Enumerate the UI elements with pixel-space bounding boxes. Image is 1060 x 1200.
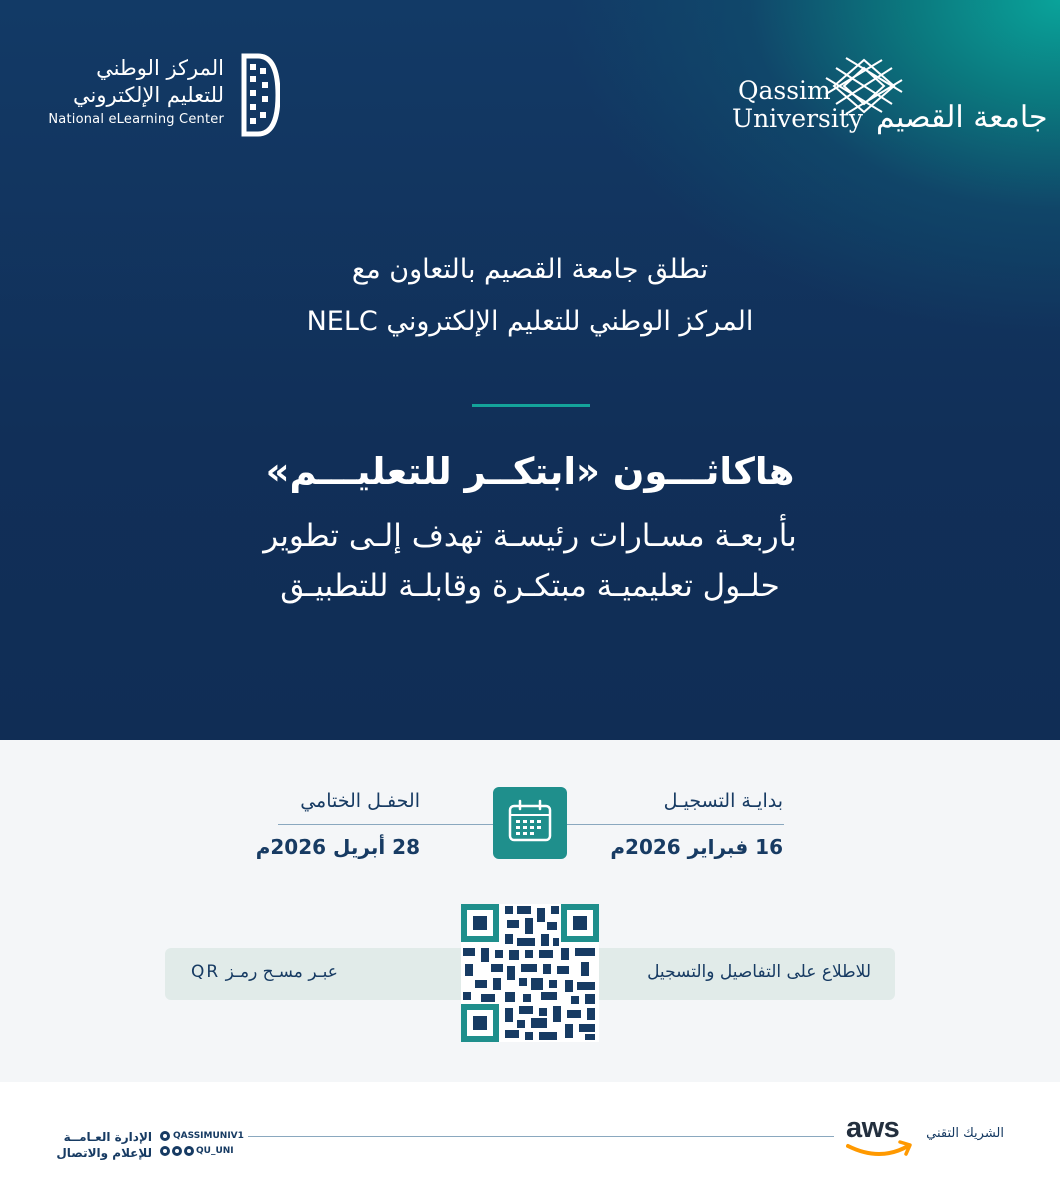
footer-divider-line xyxy=(248,1136,834,1137)
snapchat-icon xyxy=(160,1146,170,1156)
hackathon-subtitle-line1: بأربعـة مسـارات رئيسـة تهدف إلـى تطوير xyxy=(263,518,797,554)
qassim-name-english-line2: University xyxy=(732,104,864,133)
aws-wordmark: aws xyxy=(846,1112,900,1144)
intro-line2: المركز الوطني للتعليم الإلكتروني NELC xyxy=(306,306,754,337)
social-handle-others[interactable] xyxy=(160,1146,234,1156)
registration-date: 16 فبراير 2026م xyxy=(610,835,783,859)
title-divider xyxy=(472,404,590,407)
scan-qr-text: عبـر مسـح رمـز QR xyxy=(191,962,338,982)
calendar-icon xyxy=(493,787,567,859)
social-handle-x-text: QASSIMUNIV1 xyxy=(173,1131,244,1141)
aws-smile-icon xyxy=(846,1112,916,1158)
technical-partner-label: الشريك التقني xyxy=(926,1126,1004,1141)
hackathon-title: هاكاثـــون «ابتكــر للتعليـــم» xyxy=(265,450,795,493)
details-registration-text: للاطلاع على التفاصيل والتسجيل xyxy=(647,962,871,982)
x-icon xyxy=(160,1131,170,1141)
instagram-icon xyxy=(172,1146,182,1156)
social-handle-x[interactable] xyxy=(160,1131,244,1141)
nelc-emblem-icon xyxy=(236,52,280,138)
nelc-logo xyxy=(50,52,280,138)
aws-logo xyxy=(846,1112,916,1158)
calendar-badge xyxy=(493,787,567,859)
closing-ceremony-date: 28 أبريل 2026م xyxy=(255,835,420,859)
qassim-name-arabic: جامعة القصيم xyxy=(876,100,1048,135)
nelc-name-arabic-line2: للتعليم الإلكتروني xyxy=(73,83,224,107)
nelc-name-english: National eLearning Center xyxy=(48,112,224,127)
footer xyxy=(0,1082,1060,1200)
closing-ceremony-label: الحفـل الختامي xyxy=(300,790,420,812)
social-handle-others-text: QU_UNI xyxy=(196,1146,234,1156)
nelc-name-arabic-line1: المركز الوطني xyxy=(96,56,224,80)
qr-code-icon xyxy=(461,904,599,1042)
youtube-icon xyxy=(184,1146,194,1156)
qr-code[interactable] xyxy=(461,904,599,1042)
intro-line1: تطلق جامعة القصيم بالتعاون مع xyxy=(351,254,709,285)
hackathon-subtitle-line2: حلـول تعليميـة مبتكـرة وقابلـة للتطبيـق xyxy=(280,568,780,604)
media-department-line2: للإعلام والاتصال xyxy=(56,1146,152,1160)
media-department-line1: الإدارة العـامــة xyxy=(63,1130,152,1144)
qassim-university-logo xyxy=(728,56,1048,146)
registration-label: بدايـة التسجيـل xyxy=(663,790,783,812)
qassim-name-english-line1: Qassim xyxy=(738,76,831,105)
